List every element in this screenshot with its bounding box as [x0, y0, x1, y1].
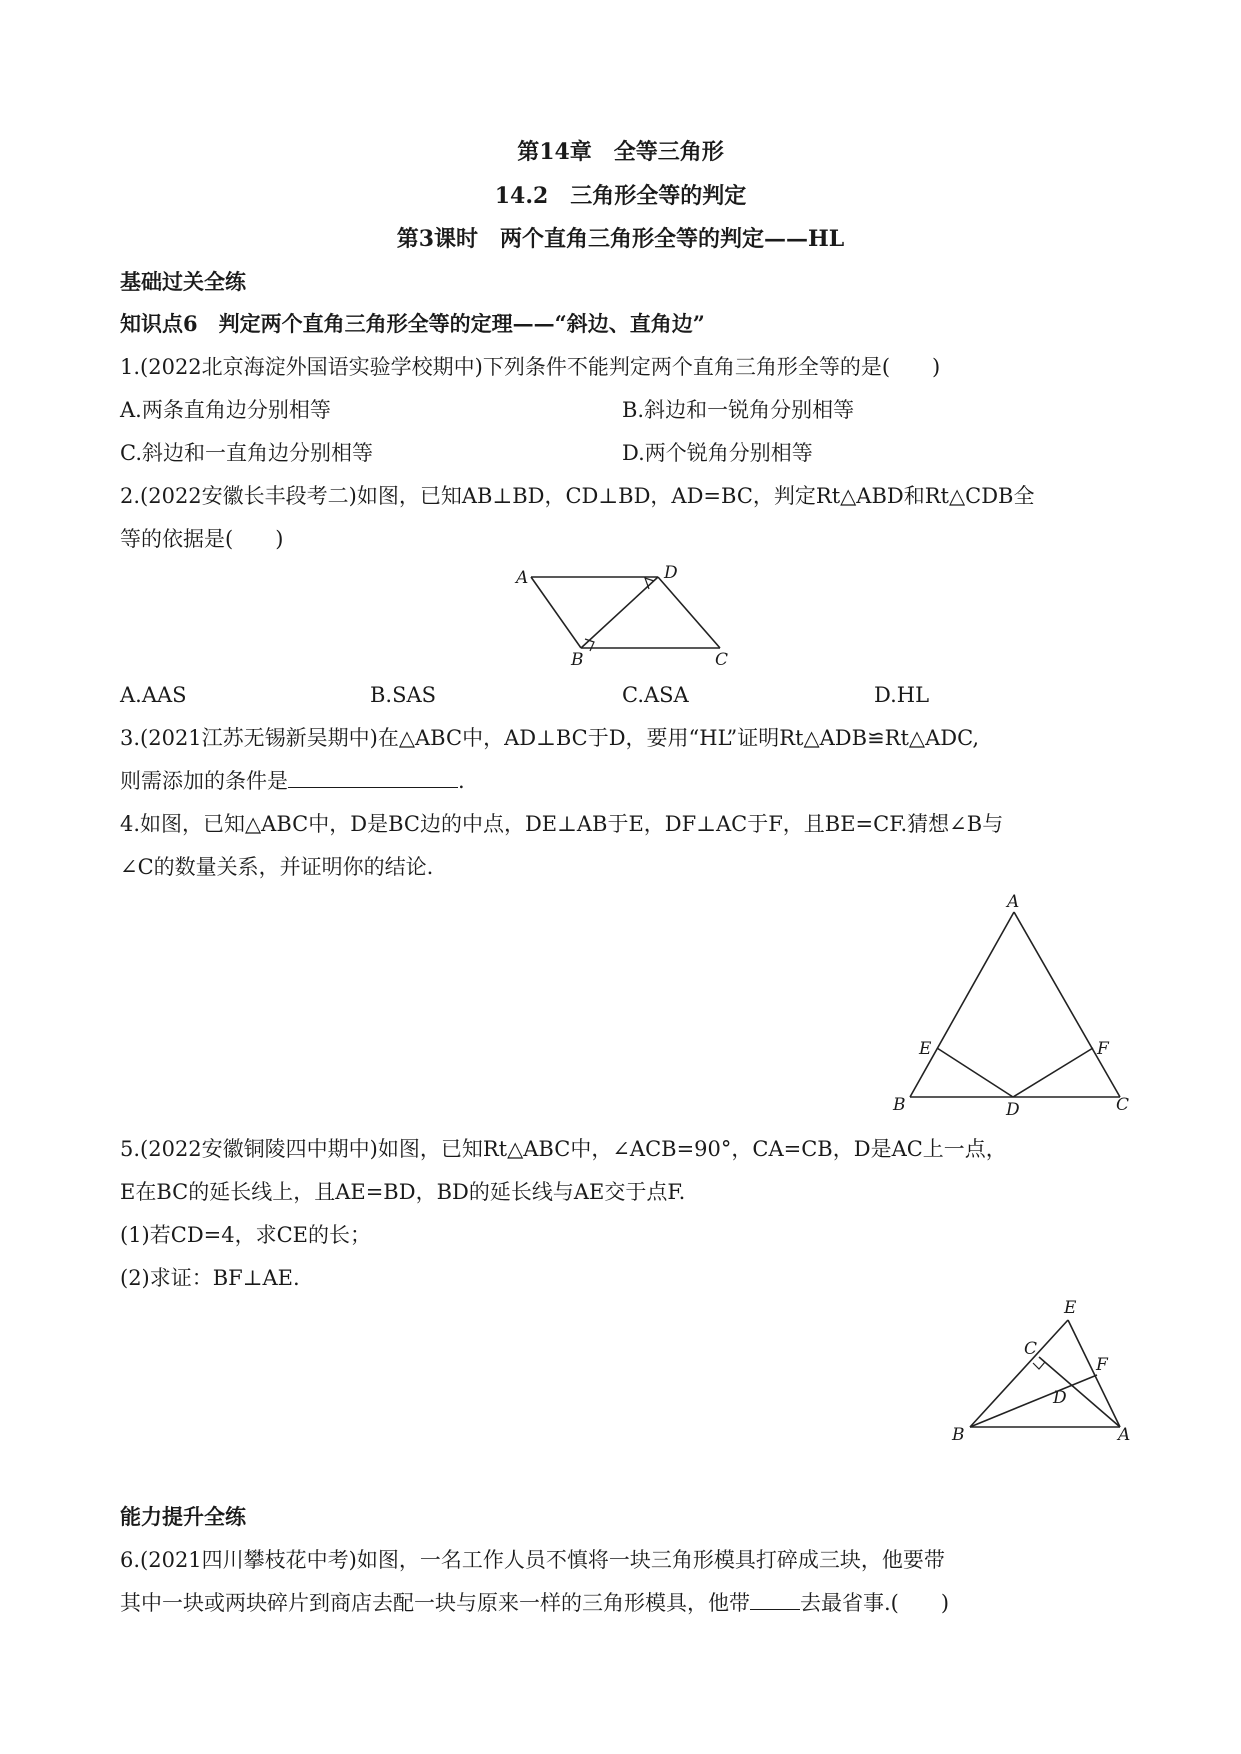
label-c: C	[1024, 1339, 1038, 1359]
segment-bf	[970, 1375, 1097, 1427]
label-c: C	[715, 650, 729, 670]
segment-ca	[1039, 1357, 1120, 1427]
q4-stem-line2: ∠C的数量关系，并证明你的结论.	[120, 855, 434, 879]
q6-text-before-blank: 其中一块或两块碎片到商店去配一块与原来一样的三角形模具，他带	[120, 1591, 750, 1615]
q5-stem-line1: 5.(2022安徽铜陵四中期中)如图，已知Rt△ABC中，∠ACB=90°，CA=CB，D是AC上一点，	[120, 1137, 1007, 1161]
q1-option-c: C.斜边和一直角边分别相等	[120, 441, 373, 465]
label-b: B	[893, 1095, 906, 1115]
segment-ac	[1014, 912, 1120, 1097]
q6-stem-line1: 6.(2021四川攀枝花中考)如图，一名工作人员不慎将一块三角形模具打碎成三块，他要带	[120, 1548, 945, 1572]
section-title: 14.2 三角形全等的判定	[494, 183, 747, 209]
q5-figure	[951, 1298, 1130, 1445]
right-angle-mark-b	[585, 639, 594, 651]
q4-stem-line1: 4.如图，已知△ABC中，D是BC边的中点，DE⊥AB于E，DF⊥AC于F，且BE=CF.猜想∠B与	[120, 812, 1004, 836]
q1-option-b: B.斜边和一锐角分别相等	[622, 398, 855, 422]
knowledge-point-heading: 知识点6 判定两个直角三角形全等的定理——“斜边、直角边”	[120, 311, 705, 336]
label-a: A	[516, 568, 529, 588]
q3-stem-line1: 3.(2021江苏无锡新吴期中)在△ABC中，AD⊥BC于D，要用“HL”证明Rt△ADB≌Rt△ADC,	[120, 726, 980, 750]
lesson-title: 第3课时 两个直角三角形全等的判定——HL	[396, 226, 845, 252]
right-angle-mark-c	[1033, 1362, 1045, 1369]
segment-ab	[910, 912, 1014, 1097]
basic-practice-heading: 基础过关全练	[120, 269, 246, 294]
advanced-practice-heading: 能力提升全练	[120, 1504, 246, 1529]
label-b: B	[571, 650, 584, 670]
q1-option-d: D.两个锐角分别相等	[622, 441, 813, 465]
label-e: E	[1064, 1298, 1077, 1318]
q2-stem-line2: 等的依据是( )	[120, 527, 284, 551]
label-a: A	[1007, 892, 1020, 912]
q5-subquestion-1: (1)若CD=4，求CE的长；	[120, 1223, 372, 1247]
q2-option-b: B.SAS	[370, 683, 437, 707]
segment-fd	[1013, 1048, 1093, 1097]
label-d: D	[1006, 1100, 1020, 1120]
q5-stem-line2: E在BC的延长线上，且AE=BD，BD的延长线与AE交于点F.	[120, 1180, 686, 1204]
segment-be	[970, 1320, 1068, 1427]
q3-text-after-blank: .	[458, 769, 465, 793]
label-f: F	[1097, 1039, 1109, 1059]
q3-text-before-blank: 则需添加的条件是	[120, 769, 288, 793]
q5-subquestion-2: (2)求证：BF⊥AE.	[120, 1266, 300, 1290]
q4-figure	[892, 892, 1129, 1120]
q2-option-c: C.ASA	[622, 683, 689, 707]
label-a: A	[1118, 1425, 1131, 1445]
label-d: D	[664, 563, 678, 583]
q2-option-d: D.HL	[874, 683, 930, 707]
chapter-title: 第14章 全等三角形	[517, 139, 724, 165]
label-b: B	[952, 1425, 965, 1445]
segment-ed	[937, 1048, 1013, 1097]
q1-option-a: A.两条直角边分别相等	[120, 398, 331, 422]
segment-ab	[531, 577, 581, 648]
label-e: E	[919, 1039, 932, 1059]
q6-text-after-blank: 去最省事.( )	[800, 1591, 950, 1615]
q2-stem-line1: 2.(2022安徽长丰段考二)如图，已知AB⊥BD，CD⊥BD，AD=BC，判定Rt△ABD和Rt△CDB全	[120, 484, 1035, 508]
label-f: F	[1096, 1355, 1108, 1375]
label-c: C	[1116, 1095, 1130, 1115]
label-d: D	[1053, 1388, 1067, 1408]
q2-figure	[514, 563, 728, 670]
segment-bd	[581, 577, 658, 648]
segment-ea	[1068, 1320, 1120, 1427]
q1-stem: 1.(2022北京海淀外国语实验学校期中)下列条件不能判定两个直角三角形全等的是( )	[120, 355, 941, 379]
q2-option-a: A.AAS	[120, 683, 187, 707]
segment-dc	[658, 577, 720, 648]
